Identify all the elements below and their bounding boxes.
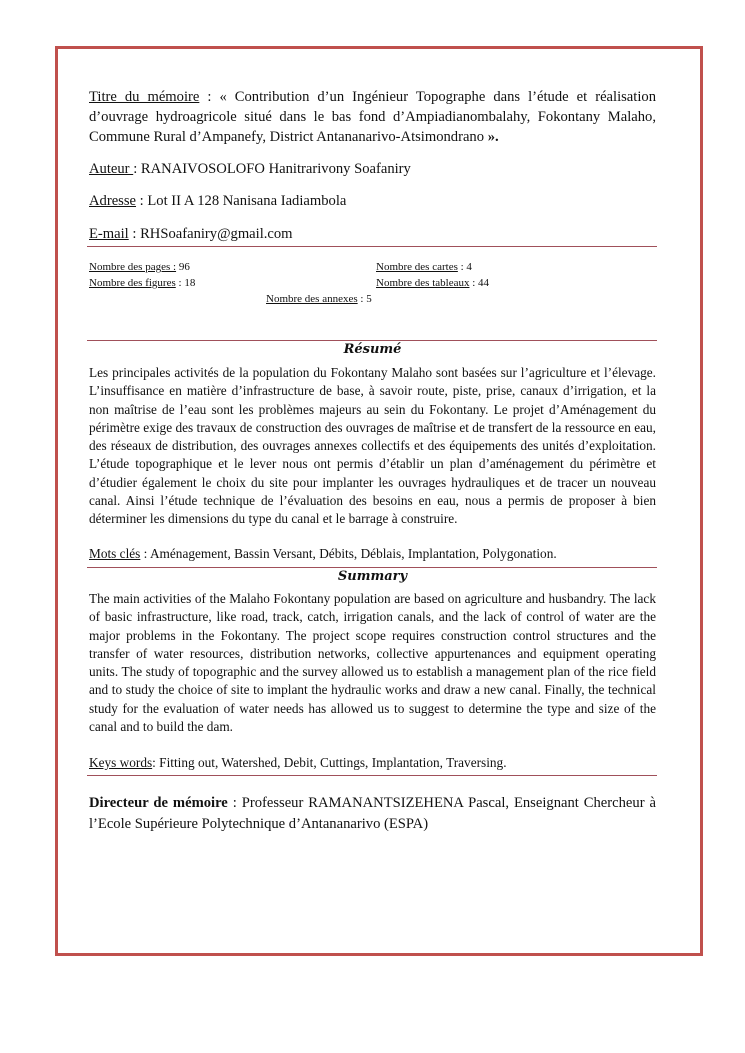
stat-cartes [376,259,472,275]
keywords-value: : Fitting out, Watershed, Debit, Cuttings, Implantation, Traversing. [152,755,507,770]
address-value: : Lot II A 128 Nanisana Iadiambola [136,193,347,209]
title-label: Titre du mémoire [89,89,200,105]
keywords-value: : Aménagement, Bassin Versant, Débits, Déblais, Implantation, Polygonation. [140,546,557,561]
director-label: Directeur de mémoire [89,795,228,811]
address-label: Adresse [89,193,137,209]
summary-keywords [89,754,656,772]
resume-text: Les principales activités de la population du Fokontany Malaho sont basées sur l’agriculture et l’élevage. L’insuffisance en matière d’infrastructure de base, à savoir route, piste, prise, canaux d’irrigation, et la non maîtrise de l’eau sont les problèmes majeurs au sein du Fokontany. Le projet d’Aménagement du périmètre exige des travaux de construction des ouvrages de maîtrise et de transfert de la ressource en eau, des réseaux de distribution, des ouvrages annexes collectifs et des équipements des unités d’exploitation. L’étude topographique et le lever nous ont permis d’établir un plan d’aménagement du périmètre et d’étudier également le choix du site pour implanter les ouvrages hydrauliques et de tracer un nouveau canal. Ainsi l’étude technique de l’évaluation des besoins en eau, nous a permis de proposer à bien déterminer les dimensions du type du canal et le barrage à construire. [89,365,656,527]
stat-pages [89,259,190,275]
email-line [89,224,656,244]
email-label: E-mail [89,226,129,242]
stat-value: : 4 [457,261,472,273]
address-line [89,191,656,211]
resume-keywords [89,545,656,563]
keywords-label: Keys words [89,755,153,770]
title-text: : « Contribution d’un Ingénieur Topographe dans l’étude et réalisation d’ouvrage hydroagricole situé dans le bas fond d’Ampiadianombalahy, Fokontany Malaho, Commune Rural d’Ampanefy, District Antananarivo-Atsimondrano [89,89,656,145]
stat-label: Nombre des cartes [376,261,458,273]
stat-label: Nombre des pages : [89,261,177,273]
thesis-title [89,87,656,147]
director-line [89,793,656,835]
stat-value: : 18 [175,277,196,289]
author-value: : RANAIVOSOLOFO Hanitrarivony Soafaniry [133,161,411,177]
stat-value: : 5 [357,293,372,305]
divider [87,567,657,568]
stat-label: Nombre des tableaux [376,277,470,289]
summary-text: The main activities of the Malaho Fokontany population are based on agriculture and husbandry. The lack of basic infrastructure, like road, track, catch, irrigation canals, and the lack of control of water are the major problems in the Fokontany. The project scope requires construction control structures and the transfer of water resources, distribution networks, collective appurtenances and equipment operating units. The study of topographic and the survey allowed us to establish a management plan of the rice field and to study the choice of site to implant the hydraulic works and draw a new canal. Finally, the technical study for the evaluation of water needs has allowed us to suggest to determine the type and size of the canal and to build the dam. [89,591,656,735]
resume-heading: Résumé [343,342,402,357]
stat-figures [89,275,195,291]
stat-value: : 44 [469,277,490,289]
stat-tableaux [376,275,489,291]
divider [87,246,657,247]
director-value: : Professeur RAMANANTSIZEHENA Pascal, Enseignant Chercheur à l’Ecole Supérieure Polytechnique d’Antananarivo (ESPA) [89,795,656,832]
title-end: ». [487,129,499,145]
stat-value: 96 [176,261,190,273]
summary-heading: Summary [337,569,408,584]
keywords-label: Mots clés [89,546,141,561]
divider [87,340,657,341]
email-value: : RHSoafaniry@gmail.com [128,226,293,242]
author-label: Auteur [89,161,134,177]
divider [87,775,657,776]
stat-label: Nombre des annexes [266,293,358,305]
stat-label: Nombre des figures [89,277,176,289]
stat-annexes [266,291,372,307]
author-line [89,159,656,179]
